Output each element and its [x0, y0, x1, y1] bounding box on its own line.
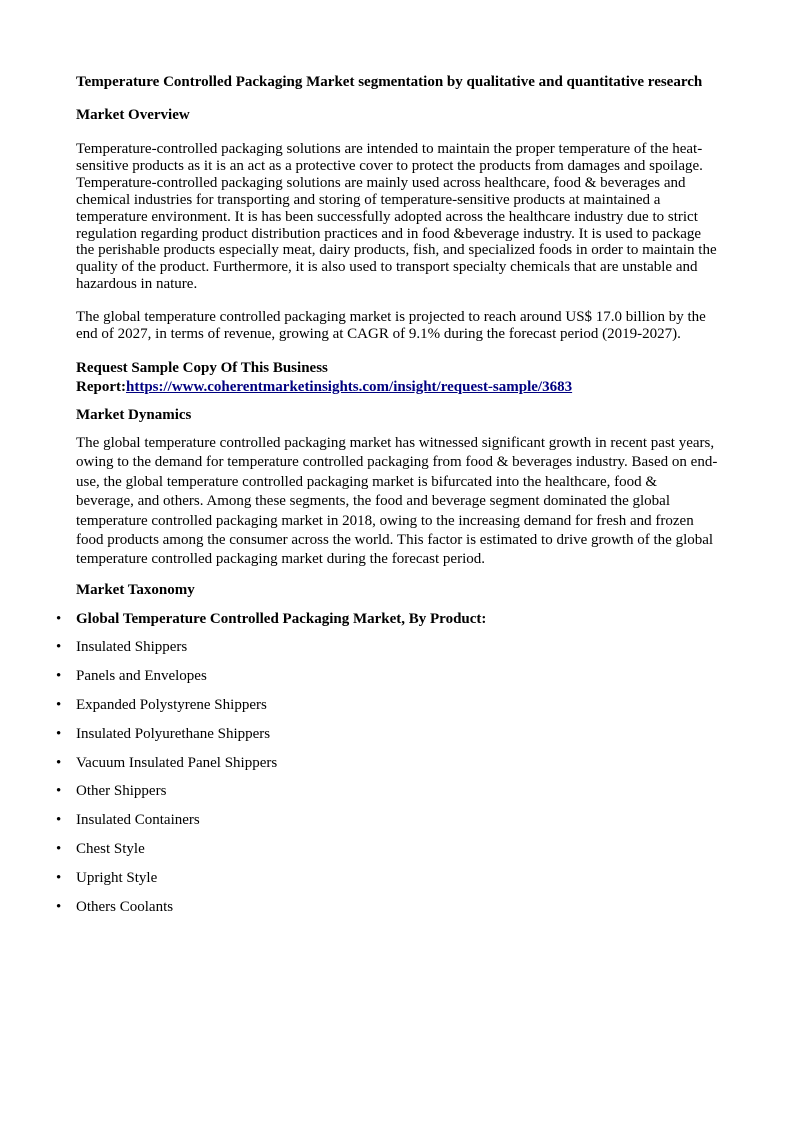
- bullet-icon: •: [56, 754, 62, 771]
- taxonomy-list: [56, 610, 718, 916]
- list-item: [56, 725, 718, 743]
- list-item-text: Insulated Containers: [76, 812, 200, 829]
- list-item: [56, 840, 718, 858]
- bullet-icon: •: [56, 840, 62, 857]
- list-item-text: Vacuum Insulated Panel Shippers: [76, 754, 278, 771]
- request-sample: [76, 359, 718, 397]
- request-sample-link[interactable]: https://www.coherentmarketinsights.com/insight/request-sample/3683: [125, 378, 573, 395]
- market-taxonomy-heading: Market Taxonomy: [76, 581, 195, 598]
- list-item: [56, 697, 718, 714]
- list-item-text: Others Coolants: [76, 898, 174, 915]
- list-item-text: Expanded Polystyrene Shippers: [76, 697, 267, 713]
- list-item-text: Insulated Polyurethane Shippers: [76, 725, 271, 742]
- bullet-icon: •: [56, 898, 62, 915]
- market-dynamics-heading: Market Dynamics: [76, 406, 192, 423]
- bullet-icon: •: [56, 610, 62, 627]
- list-item: [56, 668, 718, 685]
- list-item: [56, 869, 718, 887]
- list-item: [56, 639, 718, 656]
- list-item: [56, 898, 718, 916]
- market-overview-heading: Market Overview: [76, 107, 190, 123]
- list-item: [56, 812, 718, 829]
- list-item: [56, 754, 718, 772]
- bullet-icon: •: [56, 725, 62, 742]
- list-item-text: Other Shippers: [76, 783, 167, 800]
- list-item: [56, 610, 718, 628]
- bullet-icon: •: [56, 812, 62, 829]
- bullet-icon: •: [56, 697, 62, 713]
- list-item: [56, 783, 718, 800]
- document-page: [56, 74, 718, 916]
- request-sample-label: Request Sample Copy Of This Business Report:: [76, 359, 328, 395]
- market-overview-paragraph-2: The global temperature controlled packaging market is projected to reach around US$ 17.0 billion by the end of 2027, in terms of revenue, growing at CAGR of 9.1% during the forecast period (2019-2027).: [76, 309, 706, 343]
- list-item-text: Global Temperature Controlled Packaging Market, By Product:: [76, 610, 487, 627]
- bullet-icon: •: [56, 869, 62, 886]
- market-overview-paragraph-1: Temperature-controlled packaging solutions are intended to maintain the proper temperature of the heat-sensitive products as it is an act as a protective cover to protect the products from damages and spoilage. Temperature-controlled packaging solutions are mainly used across healthcare, food & beverages and chemical industries for transporting and storing of temperature-sensitive products at maintained a temperature environment. It is has been successfully adopted across the healthcare industry due to strict regulation regarding product distribution practices and in food &beverage industry. It is used to package the perishable products especially meat, dairy products, fish, and specialized foods in order to maintain the quality of the product. Furthermore, it is also used to transport specialty chemicals that are unstable and hazardous in nature.: [76, 141, 717, 293]
- list-item-text: Upright Style: [76, 869, 158, 886]
- bullet-icon: •: [56, 668, 62, 685]
- bullet-icon: •: [56, 783, 62, 800]
- bullet-icon: •: [56, 639, 62, 656]
- market-dynamics-paragraph: The global temperature controlled packaging market has witnessed significant growth in recent past years, owing to the demand for temperature controlled packaging from food & beverages industry. Based on end-use, the global temperature controlled packaging market is bifurcated into the healthcare, food & beverage, and others. Among these segments, the food and beverage segment dominated the global temperature controlled packaging market in 2018, owing to the increasing demand for fresh and frozen food products among the consumer across the world. This factor is estimated to drive growth of the global temperature controlled packaging market during the forecast period.: [76, 434, 718, 568]
- document-title: Temperature Controlled Packaging Market segmentation by qualitative and quantitative research: [76, 74, 703, 90]
- list-item-text: Chest Style: [76, 840, 145, 857]
- list-item-text: Insulated Shippers: [76, 639, 188, 656]
- list-item-text: Panels and Envelopes: [76, 668, 207, 685]
